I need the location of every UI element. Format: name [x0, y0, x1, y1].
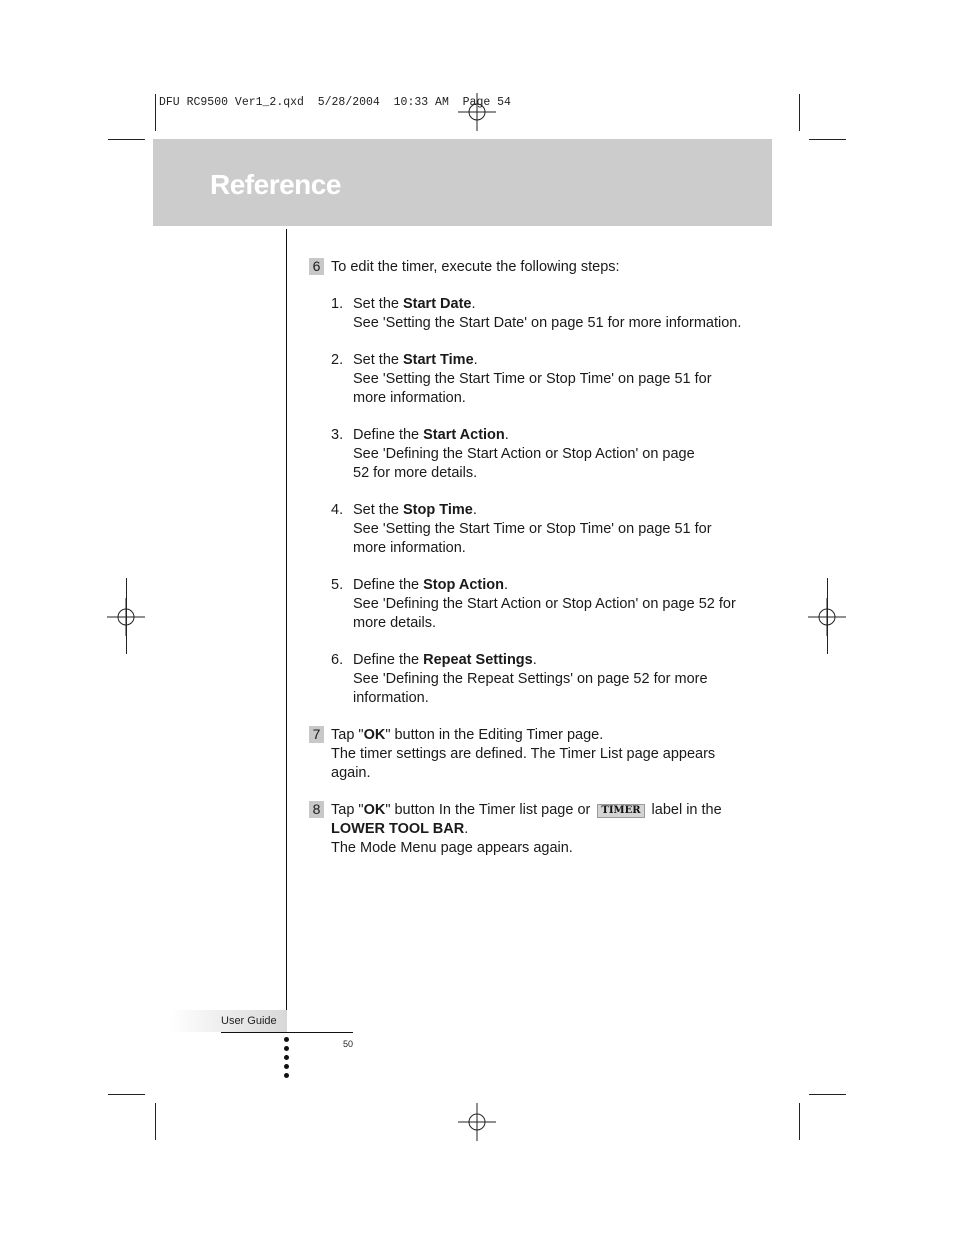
- step-text: " button in the Editing Timer page.: [385, 727, 604, 743]
- step-text: label in the: [651, 802, 722, 818]
- step-bold: OK: [363, 727, 386, 743]
- crop-mark: [155, 1103, 156, 1140]
- crop-mark: [108, 139, 145, 140]
- list-item: [331, 295, 769, 333]
- crop-mark: [809, 1094, 846, 1095]
- step-8: [309, 801, 769, 858]
- item-bold: Start Date: [402, 296, 472, 312]
- item-text: Define the: [353, 427, 424, 443]
- list-item: [331, 576, 769, 633]
- list-number: 4.: [331, 502, 344, 518]
- step-text: Tap ": [331, 802, 364, 818]
- spacer: [309, 708, 769, 726]
- decorative-dot: [284, 1064, 289, 1069]
- step-line: [331, 726, 769, 745]
- crop-mark: [126, 578, 127, 654]
- list-number: 1.: [331, 296, 344, 312]
- step-bold: OK: [363, 802, 386, 818]
- registration-mark-icon: [458, 93, 496, 131]
- decorative-dot: [284, 1055, 289, 1060]
- list-item: [331, 651, 769, 708]
- step-line: [331, 820, 769, 839]
- print-slug: DFU RC9500 Ver1_2.qxd 5/28/2004 10:33 AM Page 54: [159, 96, 511, 109]
- item-detail: See 'Defining the Start Action or Stop Action' on page: [353, 446, 695, 462]
- item-text: Set the: [353, 502, 403, 518]
- item-detail: See 'Setting the Start Time or Stop Time' on page 51 for: [353, 521, 712, 537]
- crop-mark: [827, 578, 828, 654]
- list-number: 6.: [331, 652, 344, 668]
- item-text: Set the: [353, 352, 403, 368]
- step-bold: LOWER TOOL BAR: [331, 821, 465, 837]
- item-detail: See 'Setting the Start Time or Stop Time' on page 51 for: [353, 371, 712, 387]
- item-heading: [353, 501, 769, 520]
- footer-label: User Guide: [221, 1015, 277, 1027]
- item-text: .: [473, 352, 478, 368]
- item-heading: [353, 426, 769, 445]
- list-number: 2.: [331, 352, 344, 368]
- item-text: .: [504, 427, 509, 443]
- list-item: [331, 501, 769, 558]
- page-title: Reference: [210, 169, 341, 200]
- step-6: [309, 258, 769, 708]
- header-band: [153, 139, 772, 226]
- step-intro: To edit the timer, execute the following steps:: [331, 259, 620, 275]
- step-line: The Mode Menu page appears again.: [331, 840, 573, 856]
- item-detail: See 'Setting the Start Date' on page 51 for more information.: [353, 315, 742, 331]
- list-item: [331, 426, 769, 483]
- list-number: 5.: [331, 577, 344, 593]
- item-bold: Repeat Settings: [423, 652, 533, 668]
- item-detail: 52 for more details.: [353, 465, 478, 481]
- step-number: 6: [309, 258, 324, 275]
- item-detail: more information.: [353, 540, 466, 556]
- crop-mark: [809, 139, 846, 140]
- item-text: .: [532, 652, 537, 668]
- step-line: [331, 801, 769, 820]
- item-detail: more details.: [353, 615, 437, 631]
- crop-mark: [108, 1094, 145, 1095]
- step-text: .: [464, 821, 469, 837]
- decorative-dot: [284, 1037, 289, 1042]
- footer-rule: [221, 1032, 353, 1033]
- item-text: .: [503, 577, 508, 593]
- item-bold: Stop Action: [423, 577, 504, 593]
- decorative-dot: [284, 1073, 289, 1078]
- item-detail: information.: [353, 690, 429, 706]
- step-line: The timer settings are defined. The Timer List page appears: [331, 746, 716, 762]
- step-text: Tap ": [331, 727, 364, 743]
- item-text: Define the: [353, 577, 424, 593]
- crop-mark: [799, 94, 800, 131]
- crop-mark: [155, 94, 156, 131]
- vertical-rule: [286, 229, 287, 1033]
- item-detail: See 'Defining the Start Action or Stop Action' on page 52 for: [353, 596, 736, 612]
- list-number: 3.: [331, 427, 344, 443]
- step-line: again.: [331, 765, 371, 781]
- list-item: [331, 351, 769, 408]
- item-text: Define the: [353, 652, 424, 668]
- step-7: [309, 726, 769, 783]
- item-text: Set the: [353, 296, 403, 312]
- step-number: 8: [309, 801, 324, 818]
- item-detail: more information.: [353, 390, 466, 406]
- timer-label-icon: TIMER: [597, 804, 644, 818]
- item-bold: Start Time: [402, 352, 474, 368]
- spacer: [309, 783, 769, 801]
- decorative-dot: [284, 1046, 289, 1051]
- main-content: [309, 258, 769, 858]
- item-text: .: [471, 296, 476, 312]
- item-text: .: [472, 502, 477, 518]
- item-heading: [353, 351, 769, 370]
- crop-mark: [799, 1103, 800, 1140]
- item-heading: [353, 576, 769, 595]
- step-number: 7: [309, 726, 324, 743]
- page-number: 50: [343, 1039, 354, 1049]
- step-text: " button In the Timer list page or: [385, 802, 591, 818]
- item-bold: Stop Time: [402, 502, 473, 518]
- item-bold: Start Action: [423, 427, 505, 443]
- item-detail: See 'Defining the Repeat Settings' on page 52 for more: [353, 671, 708, 687]
- registration-mark-icon: [458, 1103, 496, 1141]
- item-heading: [353, 651, 769, 670]
- item-heading: [353, 295, 769, 314]
